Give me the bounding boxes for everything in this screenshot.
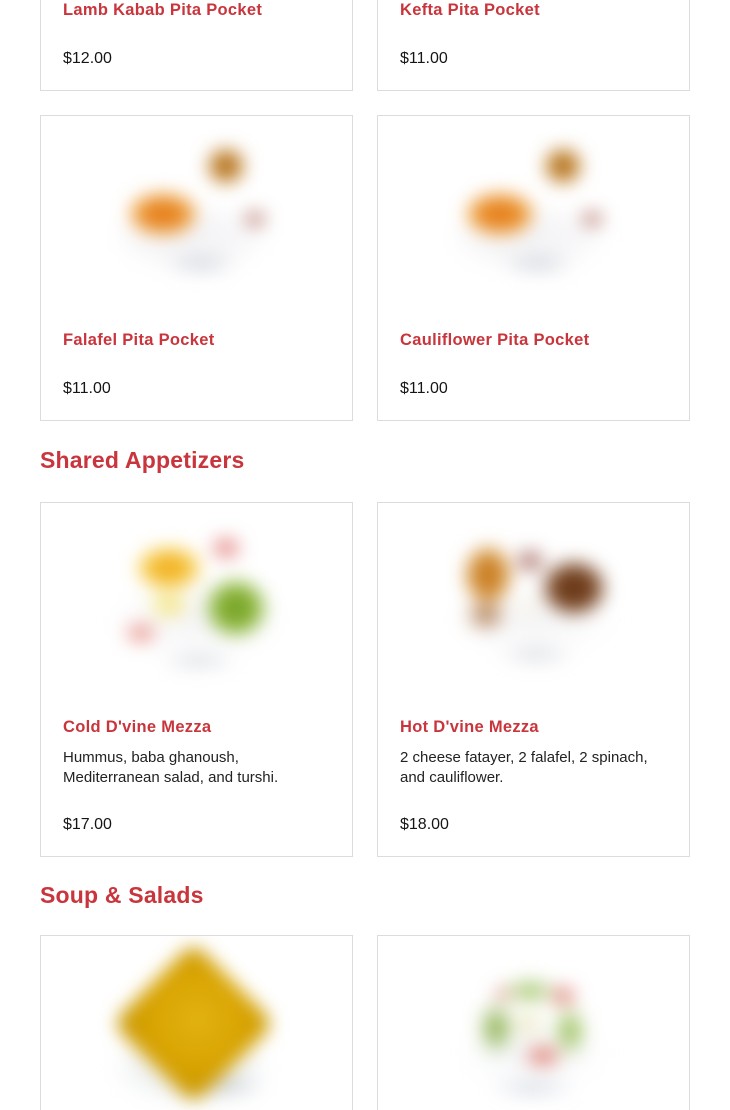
food-photo-blur: [378, 116, 689, 316]
menu-item-price: $18.00: [400, 816, 449, 833]
menu-item-name-link[interactable]: Falafel Pita Pocket: [63, 331, 215, 349]
menu-item-description: 2 cheese fatayer, 2 falafel, 2 spinach, and cauliflower.: [400, 749, 648, 786]
food-photo-blur: [378, 503, 689, 703]
menu-item-card-salad[interactable]: [377, 935, 690, 1110]
menu-item-price: $11.00: [400, 50, 448, 67]
menu-item-card-cauliflower[interactable]: [377, 115, 690, 421]
menu-item-description: Hummus, baba ghanoush, Mediterranean salad, and turshi.: [63, 749, 279, 786]
section-heading-shared-appetizers: Shared Appetizers: [40, 447, 245, 473]
menu-item-card-cold-mezza[interactable]: [40, 502, 353, 857]
food-photo-blur: [41, 503, 352, 703]
menu-item-card-hot-mezza[interactable]: [377, 502, 690, 857]
menu-item-card-lamb-kabab[interactable]: [40, 0, 353, 91]
menu-item-price: $11.00: [63, 380, 111, 397]
menu-item-card-soup[interactable]: [40, 935, 353, 1110]
salad-photo: [378, 936, 689, 1110]
menu-item-card-kefta[interactable]: [377, 0, 690, 91]
food-photo-blur: [378, 936, 689, 1110]
falafel-pita-pocket-photo: [41, 116, 352, 316]
cauliflower-pita-pocket-photo: [378, 116, 689, 316]
cold-dvine-mezza-photo: [41, 503, 352, 703]
menu-item-name-link[interactable]: Hot D'vine Mezza: [400, 718, 539, 736]
food-photo-blur: [41, 116, 352, 316]
menu-item-price: $17.00: [63, 816, 112, 833]
menu-item-card-falafel[interactable]: [40, 115, 353, 421]
food-photo-blur: [41, 936, 352, 1110]
menu-item-price: $11.00: [400, 380, 448, 397]
menu-item-name-link[interactable]: Lamb Kabab Pita Pocket: [63, 1, 263, 19]
section-heading-soup-salads: Soup & Salads: [40, 882, 204, 908]
menu-item-name-link[interactable]: Cold D'vine Mezza: [63, 718, 212, 736]
menu-item-name-link[interactable]: Cauliflower Pita Pocket: [400, 331, 590, 349]
menu-item-name-link[interactable]: Kefta Pita Pocket: [400, 1, 540, 19]
hot-dvine-mezza-photo: [378, 503, 689, 703]
menu-item-price: $12.00: [63, 50, 112, 67]
soup-photo: [41, 936, 352, 1110]
